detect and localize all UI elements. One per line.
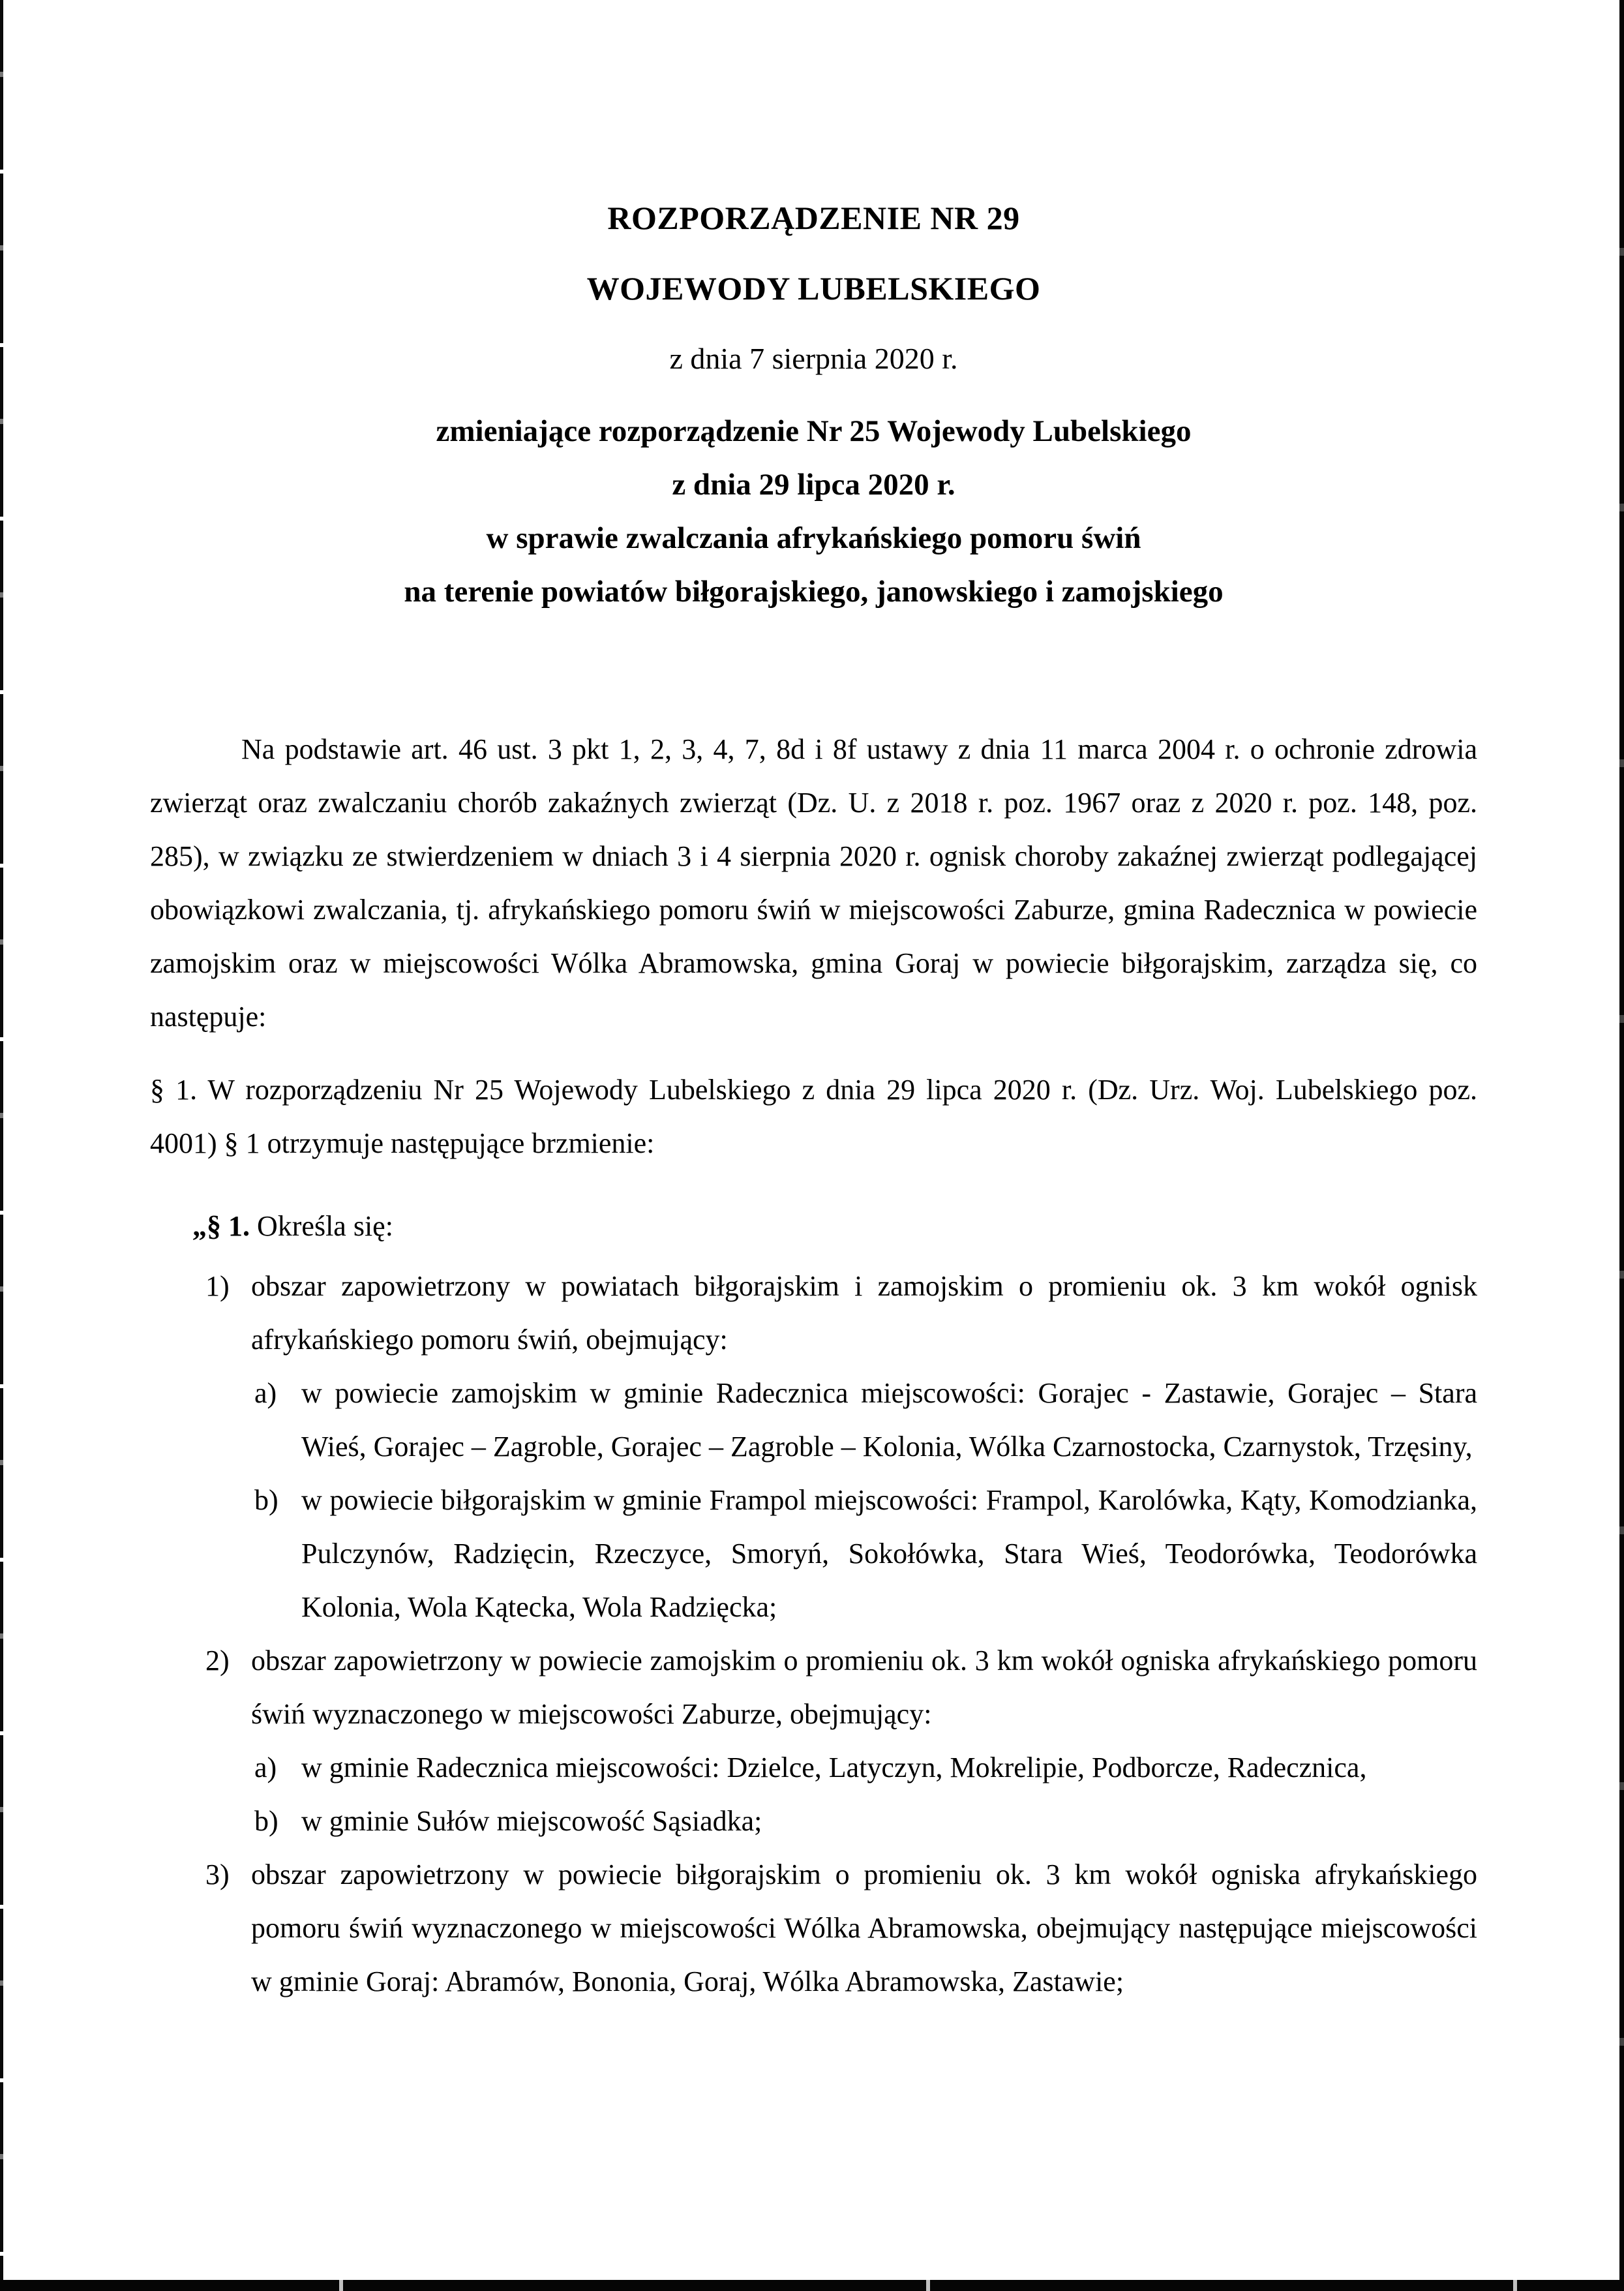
subject-block	[150, 404, 1477, 618]
list-item-1b	[150, 1474, 1477, 1634]
list-item-3-text: obszar zapowietrzony w powiecie biłgorajskim o promieniu ok. 3 km wokół ogniska afrykańskiego pomoru świń wyznaczonego w miejscowości Wólka Abramowska, obejmujący następujące miejscowości w gminie Goraj: Abramów, Bononia, Goraj, Wólka Abramowska, Zastawie;	[251, 1859, 1477, 1997]
quoted-section-heading	[192, 1200, 1477, 1253]
subject-line-1: zmieniające rozporządzenie Nr 25 Wojewody Lubelskiego	[436, 414, 1192, 448]
issue-date: z dnia 7 sierpnia 2020 r.	[669, 342, 958, 375]
scan-artifact-left-edge	[0, 0, 3, 2291]
legal-basis-paragraph: Na podstawie art. 46 ust. 3 pkt 1, 2, 3, 4, 7, 8d i 8f ustawy z dnia 11 marca 2004 r. o ochronie zdrowia zwierząt oraz zwalczaniu chorób zakaźnych zwierząt (Dz. U. z 2018 r. poz. 1967 oraz z 2020 r. poz. 148, poz. 285), w związku ze stwierdzeniem w dniach 3 i 4 sierpnia 2020 r. ognisk choroby zakaźnej zwierząt podlegającej obowiązkowi zwalczania, tj. afrykańskiego pomoru świń w miejscowości Zaburze, gmina Radecznica w powiecie zamojskim oraz w miejscowości Wólka Abramowska, gmina Goraj w powiecie biłgorajskim, zarządza się, co następuje:	[150, 733, 1477, 1033]
list-item-1-text: obszar zapowietrzony w powiatach biłgorajskim i zamojskim o promieniu ok. 3 km wokół ognisk afrykańskiego pomoru świń, obejmujący:	[251, 1270, 1477, 1356]
list-item-2-text: obszar zapowietrzony w powiecie zamojskim o promieniu ok. 3 km wokół ogniska afrykańskiego pomoru świń wyznaczonego w miejscowości Zaburze, obejmujący:	[251, 1645, 1477, 1730]
document-content	[150, 0, 1477, 2009]
quoted-section-intro: Określa się:	[250, 1210, 393, 1242]
list-item-1a	[150, 1367, 1477, 1474]
list-item-1a-text: w powiecie zamojskim w gminie Radecznica miejscowości: Gorajec - Zastawie, Gorajec – Stara Wieś, Gorajec – Zagroble, Gorajec – Zagroble – Kolonia, Wólka Czarnostocka, Czarnystok, Trzęsiny,	[301, 1377, 1477, 1463]
list-item-1b-marker: b)	[254, 1484, 278, 1516]
list-item-1b-text: w powiecie biłgorajskim w gminie Frampol miejscowości: Frampol, Karolówka, Kąty, Komodzianka, Pulczynów, Radzięcin, Rzeczyce, Smoryń, Sokołówka, Stara Wieś, Teodorówka, Teodorówka Kolonia, Wola Kątecka, Wola Radzięcka;	[301, 1484, 1477, 1623]
list-item-2a-marker: a)	[254, 1752, 277, 1783]
zone-list	[150, 1260, 1477, 2009]
subject-line-4: na terenie powiatów biłgorajskiego, janowskiego i zamojskiego	[404, 575, 1224, 609]
list-item-2a	[150, 1741, 1477, 1795]
list-item-1a-marker: a)	[254, 1377, 277, 1409]
list-item-1-marker: 1)	[205, 1270, 230, 1302]
list-item-2b	[150, 1795, 1477, 1848]
scan-artifact-right-edge	[1619, 0, 1624, 2291]
subject-line-3: w sprawie zwalczania afrykańskiego pomoru świń	[486, 521, 1141, 555]
list-item-3	[150, 1848, 1477, 2009]
section-1-paragraph: § 1. W rozporządzeniu Nr 25 Wojewody Lubelskiego z dnia 29 lipca 2020 r. (Dz. Urz. Woj. Lubelskiego poz. 4001) § 1 otrzymuje następujące brzmienie:	[150, 1074, 1477, 1159]
list-item-2a-text: w gminie Radecznica miejscowości: Dzielce, Latyczyn, Mokrelipie, Podborcze, Radecznica,	[301, 1752, 1367, 1783]
list-item-2b-marker: b)	[254, 1805, 278, 1837]
issuer-title: WOJEWODY LUBELSKIEGO	[586, 270, 1041, 307]
list-item-1	[150, 1260, 1477, 1367]
subject-line-2: z dnia 29 lipca 2020 r.	[672, 468, 955, 502]
scan-artifact-bottom-bar	[0, 2280, 1624, 2291]
quoted-section-lead: „§ 1.	[192, 1210, 250, 1242]
list-item-2b-text: w gminie Sułów miejscowość Sąsiadka;	[301, 1805, 762, 1837]
regulation-number-title: ROZPORZĄDZENIE NR 29	[607, 200, 1020, 236]
list-item-3-marker: 3)	[205, 1859, 230, 1890]
list-item-2-marker: 2)	[205, 1645, 230, 1677]
list-item-2	[150, 1634, 1477, 1741]
